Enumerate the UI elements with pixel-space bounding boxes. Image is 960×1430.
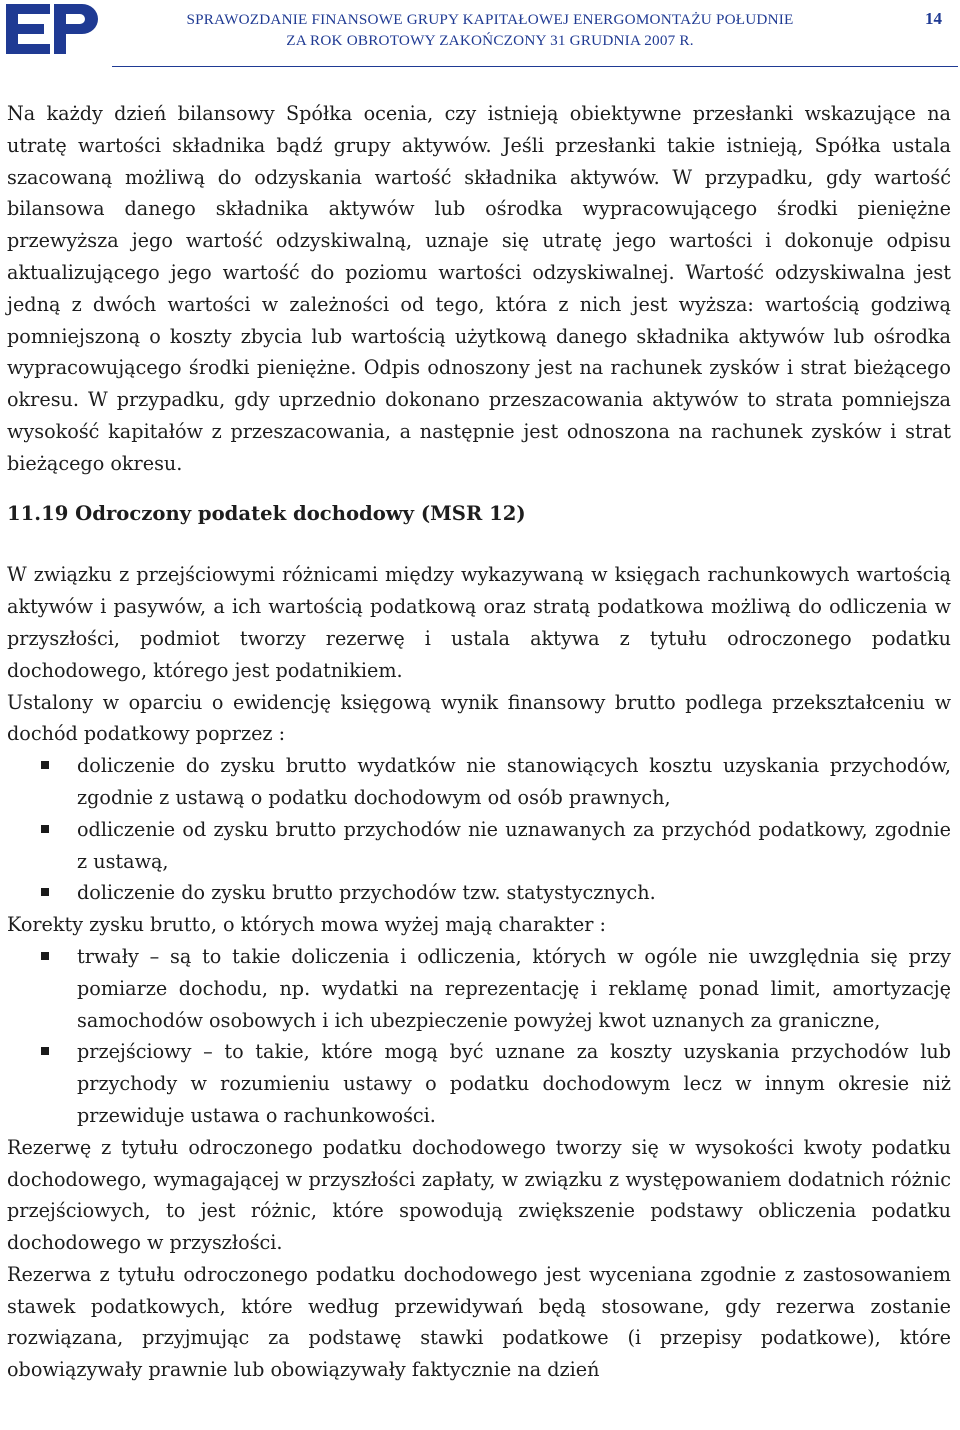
paragraph-provision-valuation: Rezerwa z tytułu odroczonego podatku dochodowego jest wyceniana zgodnie z zastosowaniem stawek podatkowych, które według przewidywań będą stosowane, gdy rezerwa zostanie rozwiązana, przyjmując za podstawę stawki podatkowe (i przepisy podatkowe), które obowiązywały prawnie lub obowiązywały faktycznie na dzień: [7, 1262, 951, 1382]
list-item: doliczenie do zysku brutto przychodów tzw. statystycznych.: [7, 877, 951, 909]
header-divider: [112, 66, 958, 67]
paragraph-deferred-tax-intro: W związku z przejściowymi różnicami między wykazywaną w księgach rachunkowych wartością aktywów i pasywów, a ich wartością podatkową oraz stratą podatkowa możliwą do odliczenia w przyszłości, podmiot tworzy rezerwę i ustala aktywa z tytułu odroczonego podatku dochodowego, którego jest podatnikiem.: [7, 563, 951, 682]
document-title-line-1: SPRAWOZDANIE FINANSOWE GRUPY KAPITAŁOWEJ ENERGOMONTAŻU POŁUDNIE: [186, 11, 794, 28]
paragraph-tax-income: Ustalony w oparciu o ewidencję księgową wynik finansowy brutto podlega przekształceniu w dochód podatkowy poprzez :: [7, 690, 951, 746]
section-heading: 11.19 Odroczony podatek dochodowy (MSR 12): [7, 501, 526, 525]
square-bullet-icon: [41, 952, 49, 960]
document-title-line-2: ZA ROK OBROTOWY ZAKOŃCZONY 31 GRUDNIA 2007 R.: [286, 32, 694, 49]
paragraph-corrections: Korekty zysku brutto, o których mowa wyżej mają charakter :: [7, 913, 606, 937]
square-bullet-icon: [41, 1047, 49, 1055]
list-item: doliczenie do zysku brutto wydatków nie stanowiących kosztu uzyskania przychodów, zgodnie z ustawą o podatku dochodowym od osób prawnych,: [7, 750, 951, 814]
document-title: [120, 9, 860, 51]
paragraph-impairment: Na każdy dzień bilansowy Spółka ocenia, czy istnieją obiektywne przesłanki wskazujące na utratę wartości składnika bądź grupy aktywów. Jeśli przesłanki takie istnieją, Spółka ustala szacowaną możliwą do odzyskania wartość składnika aktywów. W przypadku, gdy wartość bilansowa danego składnika aktywów lub ośrodka wypracowującego środki pieniężne przewyższa jego wartość odzyskiwalną, uznaje się utratę jego wartości i dokonuje odpisu aktualizującego jego wartość do poziomu wartości odzyskiwalnej. Wartość odzyskiwalna jest jedną z dwóch wartości w zależności od tego, która z nich jest wyższa: wartością godziwą pomniejszoną o koszty zbycia lub wartością użytkową danego składnika aktywów lub ośrodka wypracowującego środki pieniężne. Odpis odnoszony jest na rachunek zysków i strat bieżącego okresu. W przypadku, gdy uprzednio dokonano przeszacowania aktywów to strata pomniejsza wysokość kapitałów z przeszacowania, a następnie jest odnoszona na rachunek zysków i strat bieżącego okresu.: [7, 102, 951, 475]
list-item: przejściowy – to takie, które mogą być uznane za koszty uzyskania przychodów lub przychody w rozumieniu ustawy o podatku dochodowym lecz w innym okresie niż przewiduje ustawa o rachunkowości.: [7, 1036, 951, 1131]
adjustments-list: [7, 750, 951, 909]
page-number: 14: [925, 9, 942, 28]
square-bullet-icon: [41, 825, 49, 833]
page-header: [0, 0, 960, 70]
company-logo: [6, 4, 98, 54]
square-bullet-icon: [41, 761, 49, 769]
list-item: odliczenie od zysku brutto przychodów nie uznawanych za przychód podatkowy, zgodnie z ustawą,: [7, 814, 951, 878]
list-item: trwały – są to takie doliczenia i odliczenia, których w ogóle nie uwzględnia się przy pomiarze dochodu, np. wydatki na reprezentację i reklamę ponad limit, amortyzację samochodów osobowych i ich ubezpieczenie powyżej kwot uznanych za graniczne,: [7, 941, 951, 1036]
square-bullet-icon: [41, 888, 49, 896]
corrections-list: [7, 941, 951, 1132]
paragraph-provision: Rezerwę z tytułu odroczonego podatku dochodowego tworzy się w wysokości kwoty podatku dochodowego, wymagającej w przyszłości zapłaty, w związku z występowaniem dodatnich różnic przejściowych, to jest różnic, które spowodują zwiększenie podstawy obliczenia podatku dochodowego w przyszłości.: [7, 1135, 951, 1255]
document-body: [7, 98, 951, 1386]
